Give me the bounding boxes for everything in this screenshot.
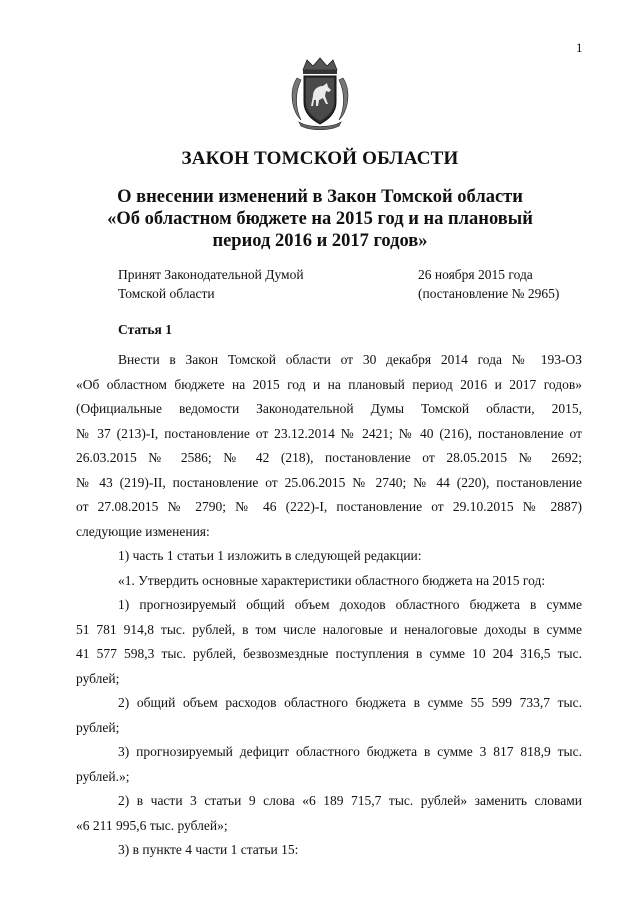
subitem-3 <box>76 740 582 765</box>
text-line: 2) общий объем расходов областного бюджета в сумме 55 599 733,7 тыс. <box>118 695 582 710</box>
subitem-3-cont <box>76 765 582 790</box>
adopted-by-line: Томской области <box>118 286 215 301</box>
text-line: «1. Утвердить основные характеристики областного бюджета на 2015 год: <box>118 572 546 588</box>
adopted-by-line: Принят Законодательной Думой <box>118 267 304 282</box>
text-line: (Официальные ведомости Законодательной Думы Томской области, 2015, <box>76 401 582 416</box>
text-line: 51 781 914,8 тыс. рублей, в том числе налоговые и неналоговые доходы в сумме <box>76 621 582 637</box>
document-title: ЗАКОН ТОМСКОЙ ОБЛАСТИ <box>181 148 459 169</box>
item-2-cont <box>76 814 582 839</box>
adoption-resolution-line: (постановление № 2965) <box>418 286 560 301</box>
subitem-1 <box>76 593 582 618</box>
text-line: 41 577 598,3 тыс. рублей, безвозмездные поступления в сумме 10 204 316,5 тыс. <box>76 646 582 661</box>
item-3 <box>76 838 582 863</box>
subitem-2-cont <box>76 716 582 741</box>
text-line: рублей; <box>76 719 120 735</box>
text-line: «Об областном бюджете на 2015 год и на плановый период 2016 и 2017 годов» <box>76 376 582 392</box>
text-line: 26.03.2015 № 2586; № 42 (218), постановление от 28.05.2015 № 2692; <box>76 450 582 465</box>
paragraph-amendment-intro <box>76 348 582 373</box>
article-body <box>76 348 582 863</box>
text-line: 3) прогнозируемый дефицит областного бюджета в сумме 3 817 818,9 тыс. <box>118 744 582 759</box>
text-line: № 37 (213)-I, постановление от 23.12.2014 № 2421; № 40 (216), постановление от <box>76 425 582 441</box>
text-line: рублей; <box>76 670 120 686</box>
text-line: рублей.»; <box>76 768 130 784</box>
subitem-2 <box>76 691 582 716</box>
subtitle-line: «Об областном бюджете на 2015 год и на плановый <box>107 209 533 229</box>
text-line: 1) прогнозируемый общий объем доходов областного бюджета в сумме <box>118 597 582 612</box>
article-heading: Статья 1 <box>118 322 172 337</box>
text-line: следующие изменения: <box>76 523 210 539</box>
paragraph-amendment-body <box>76 373 582 545</box>
text-line: 2) в части 3 статьи 9 слова «6 189 715,7 тыс. рублей» заменить словами <box>118 793 582 808</box>
text-line: от 27.08.2015 № 2790; № 46 (222)-I, постановление от 29.10.2015 № 2887) <box>76 499 582 514</box>
subtitle-line: О внесении изменений в Закон Томской области <box>117 187 523 207</box>
adopted-by <box>118 265 304 303</box>
subitem-1-cont <box>76 618 582 692</box>
text-line: «6 211 995,6 тыс. рублей»; <box>76 817 228 833</box>
page-number: 1 <box>576 40 583 55</box>
item-1 <box>76 544 582 569</box>
text-line: 3) в пункте 4 части 1 статьи 15: <box>118 842 299 857</box>
quote-start <box>76 569 582 594</box>
coat-of-arms-icon <box>287 56 353 132</box>
adoption-date-line: 26 ноября 2015 года <box>418 267 533 282</box>
adoption-date <box>418 265 559 303</box>
text-line: № 43 (219)-II, постановление от 25.06.2015 № 2740; № 44 (220), постановление <box>76 474 582 490</box>
item-2 <box>76 789 582 814</box>
document-subtitle <box>60 186 580 252</box>
text-line: 1) часть 1 статьи 1 изложить в следующей редакции: <box>118 548 422 563</box>
subtitle-line: период 2016 и 2017 годов» <box>212 231 428 251</box>
text-line: Внести в Закон Томской области от 30 декабря 2014 года № 193-ОЗ <box>118 352 582 367</box>
